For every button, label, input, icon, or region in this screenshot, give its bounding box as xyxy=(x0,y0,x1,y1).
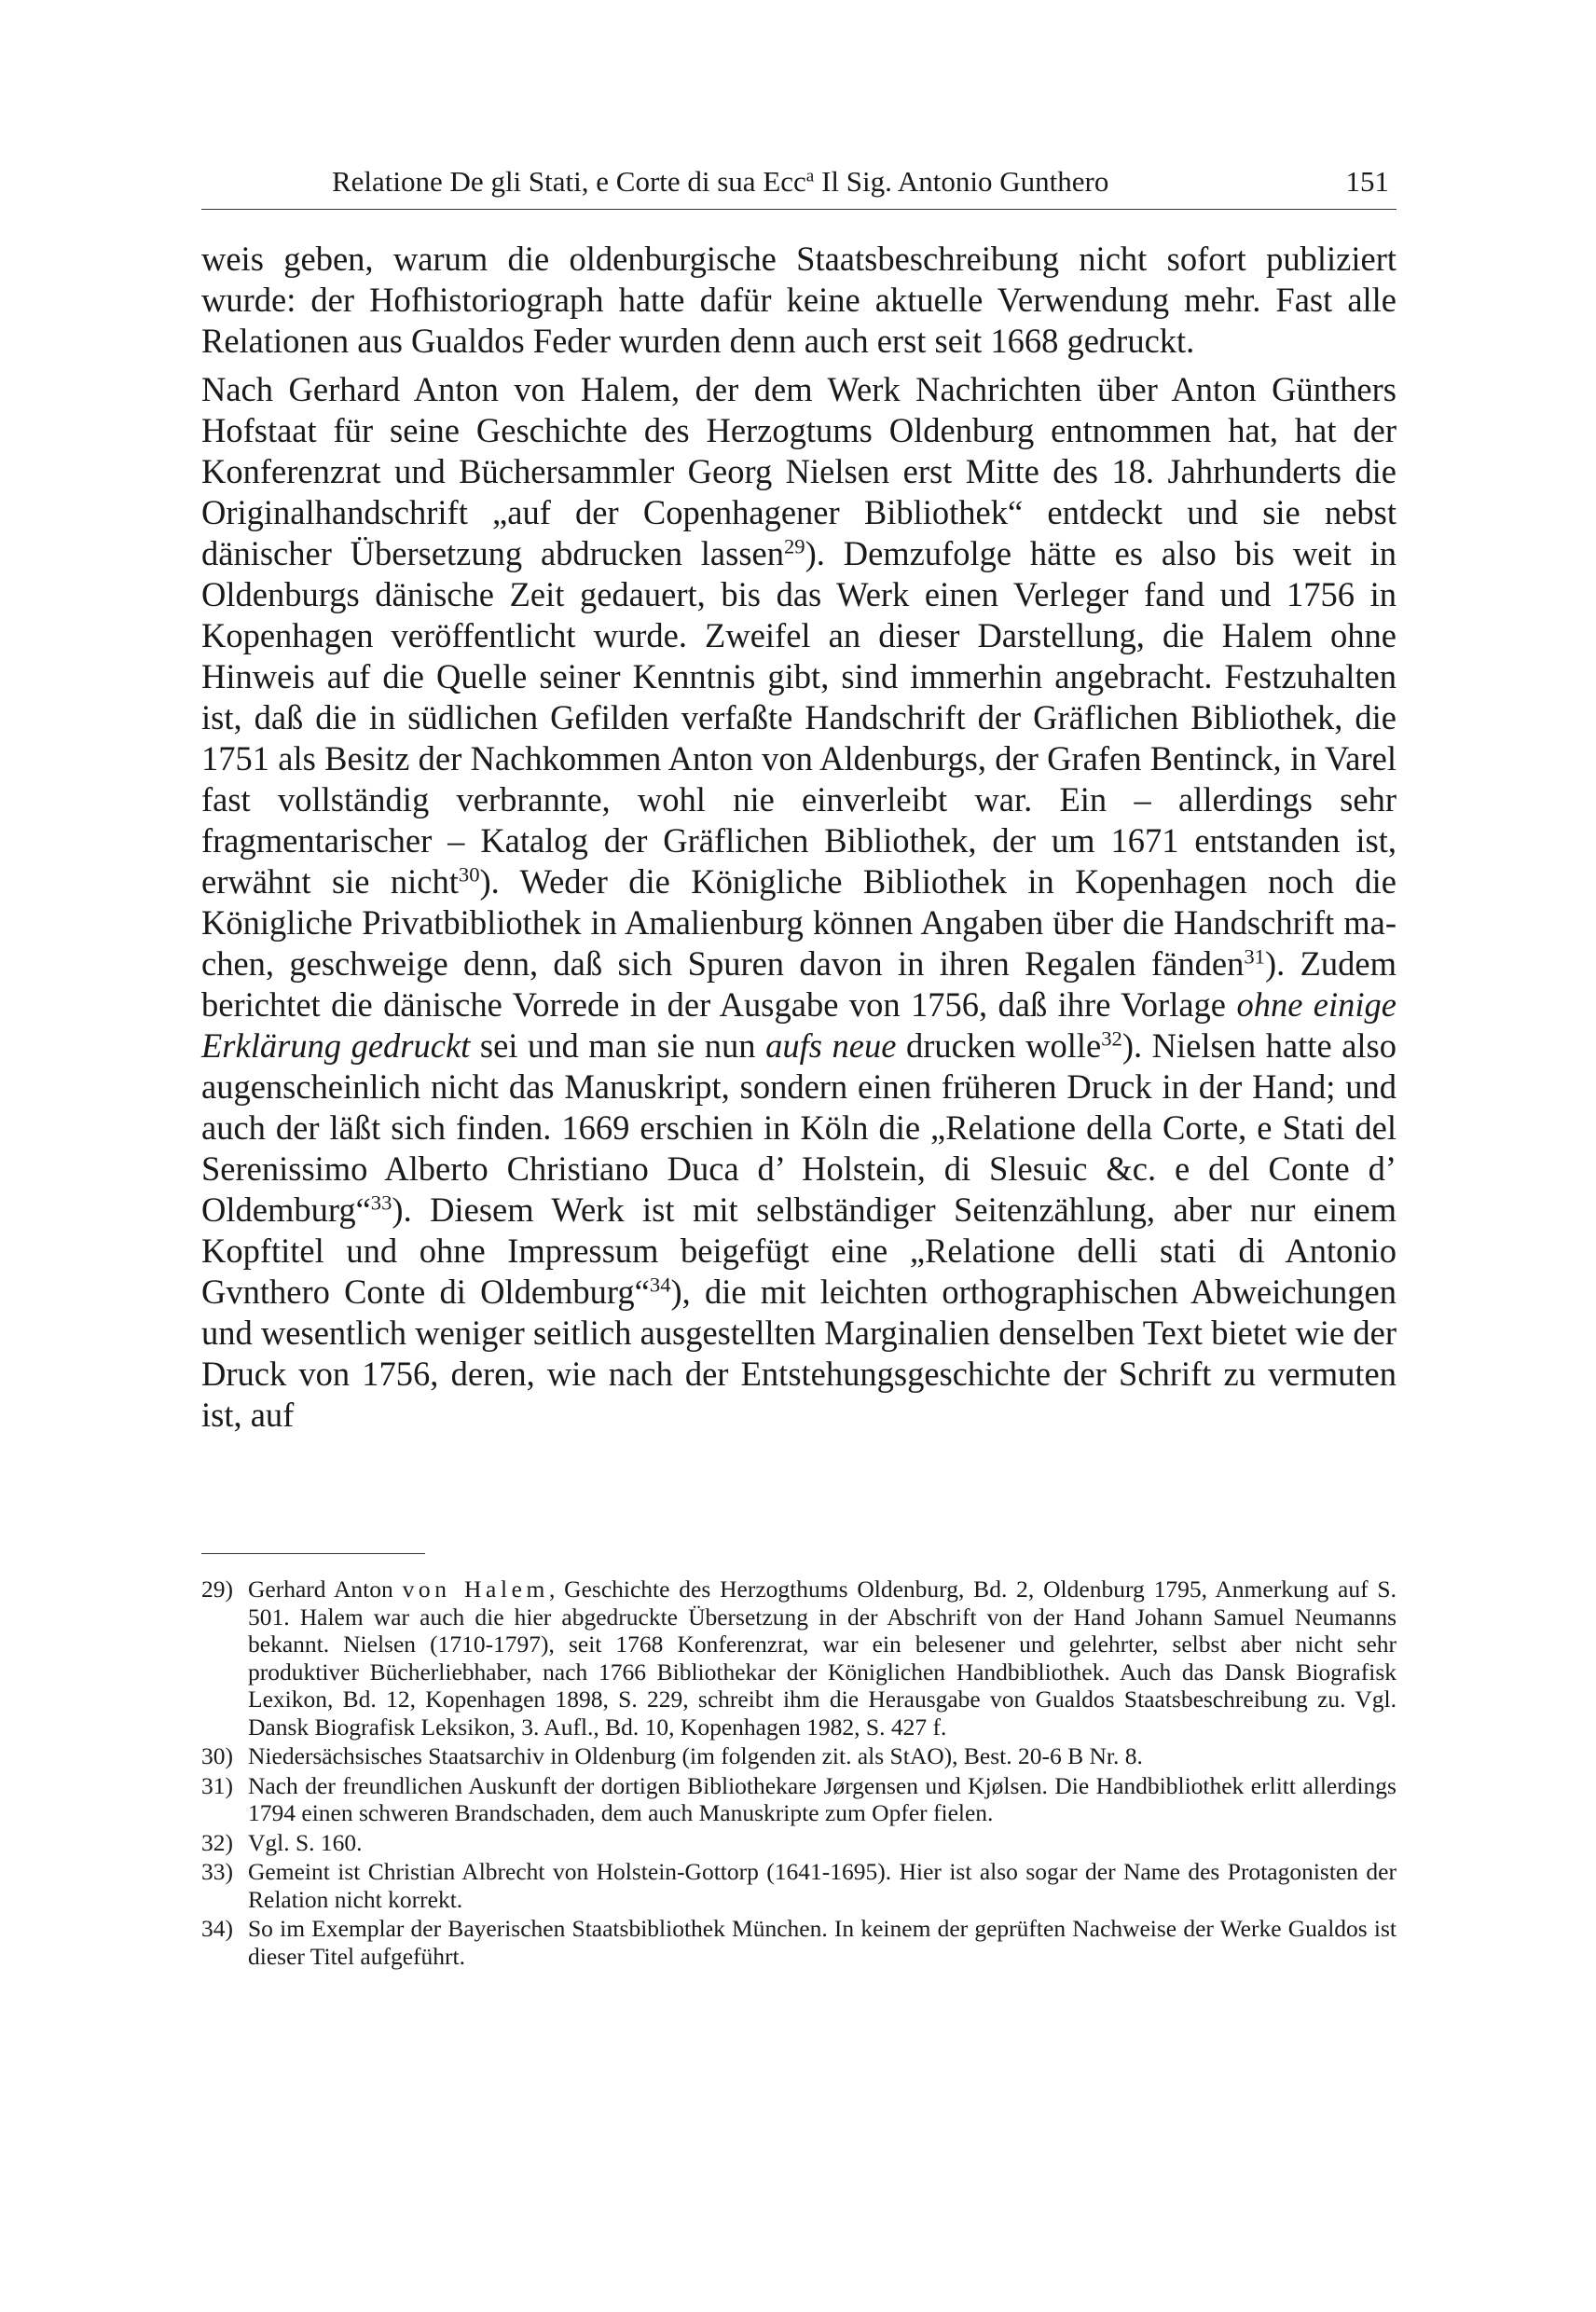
paragraph-2-part-d: ). Zudem berichtet die dänische Vorrede in der Ausgabe von 1756, daß ihre Vorlage xyxy=(201,944,1396,1024)
footnote-text: So im Exemplar der Bayerischen Staatsbibliothek München. In keinem der geprüften Nachweise der Werke Gualdos ist dieser Titel aufgeführt. xyxy=(248,1915,1396,1970)
running-header xyxy=(201,158,1396,205)
paragraph-2-part-g: ). Nielsen hatte also augenscheinlich nicht das Manuskript, sondern einen früheren Druck in der Hand; und auch der läßt sich finden. 1669 erschien in Köln die „Relatione della Corte, e Stati del Serenissimo Alberto Christiano Duca d’ Holstein, di Slesuic &c. e del Conte d’ Oldemburg“ xyxy=(201,1026,1396,1229)
footnote-marker: 32) xyxy=(201,1828,233,1856)
page-number: 151 xyxy=(1345,165,1389,198)
footnote-text: Gemeint ist Christian Albrecht von Holstein-Gottorp (1641-1695). Hier ist also sogar der Name des Protagonisten der Relation nicht korrekt. xyxy=(248,1858,1396,1913)
footnote-text-pre: Gerhard Anton xyxy=(248,1576,403,1603)
footnote-33 xyxy=(201,1858,1396,1913)
paragraph-2-part-c: ). Weder die Königliche Bibliothek in Kopenhagen noch die Königliche Privatbibliothek in Amalienburg können Angaben über die Handschrift machen, geschweige denn, daß sich Spuren davon in ihren Regalen fänden xyxy=(201,862,1396,983)
footnote-marker: 29) xyxy=(201,1576,233,1603)
running-title-end: Il Sig. Antonio Gunthero xyxy=(814,165,1109,198)
footnote-34 xyxy=(201,1915,1396,1970)
paragraph-2-part-h: ). Diesem Werk ist mit selbständiger Seitenzählung, aber nur einem Kopftitel und ohne Impressum beigefügt eine „Relatione delli stati di Antonio Gvnthero Conte di Oldemburg“ xyxy=(201,1190,1396,1311)
footnote-marker: 34) xyxy=(201,1915,233,1942)
footnote-29 xyxy=(201,1576,1396,1741)
footnote-30 xyxy=(201,1742,1396,1770)
footnote-ref-34: 34 xyxy=(649,1273,671,1297)
footnote-ref-31: 31 xyxy=(1244,944,1265,969)
footnote-ref-29: 29 xyxy=(783,534,805,558)
italic-quote-1: ohne einige Erklärung gedruckt xyxy=(201,985,1396,1065)
footnote-text: Nach der freundlichen Auskunft der dortigen Bibliothekare Jørgensen und Kjølsen. Die Handbibliothek erlitt allerdings 1794 einen schweren Brandschaden, dem auch Manuskripte zum Opfer fielen. xyxy=(248,1771,1396,1826)
footnote-marker: 31) xyxy=(201,1771,233,1799)
footnote-ref-33: 33 xyxy=(370,1190,392,1215)
paragraph-2-part-f: drucken wolle xyxy=(896,1026,1102,1065)
header-rule xyxy=(201,209,1396,210)
paragraph-2-part-b: ). Demzufolge hätte es also bis weit in Oldenburgs dänische Zeit gedauert, bis das Werk einen Verleger fand und 1756 in Kopenhagen veröffentlicht wurde. Zweifel an dieser Darstellung, die Halem ohne Hinweis auf die Quelle seiner Kenntnis gibt, sind immerhin angebracht. Festzuhalten ist, daß die in südlichen Gefilden verfaßte Handschrift der Gräflichen Bibliothek, die 1751 als Besitz der Nachkommen Anton von Aldenburgs, der Grafen Bentinck, in Varel fast vollständig verbrannte, wohl nie einverleibt war. Ein – allerdings sehr fragmentarischer – Katalog der Gräflichen Bibliothek, der um 1671 entstanden ist, erwähnt sie nicht xyxy=(201,534,1396,901)
footnotes xyxy=(201,1576,1396,1972)
running-title xyxy=(332,158,1108,205)
main-text xyxy=(201,239,1396,1436)
footnote-31 xyxy=(201,1772,1396,1827)
footnote-marker: 33) xyxy=(201,1858,233,1885)
paragraph-2-part-i: ), die mit leichten orthographischen Abweichungen und wesentlich weniger seitlich ausgestellten Marginalien denselben Text bietet wie der Druck von 1756, deren, wie nach der Entstehungsgeschichte der Schrift zu vermuten ist, auf xyxy=(201,1273,1396,1434)
footnote-ref-32: 32 xyxy=(1101,1026,1122,1051)
paragraph-1: weis geben, warum die oldenburgische Staatsbeschreibung nicht sofort publiziert wurde: der Hofhistoriograph hatte dafür keine aktuelle Verwendung mehr. Fast alle Relationen aus Gualdos Feder wurden denn auch erst seit 1668 gedruckt. xyxy=(201,240,1396,360)
paragraph-2-part-a: Nach Gerhard Anton von Halem, der dem Werk Nachrichten über Anton Günthers Hofstaat für seine Geschichte des Herzogtums Oldenburg entnommen hat, hat der Konferenzrat und Büchersammler Georg Nielsen erst Mitte des 18. Jahrhunderts die Originalhandschrift „auf der Copenhagener Bibliothek“ entdeckt und sie nebst dänischer Übersetzung abdrucken lassen xyxy=(201,370,1396,572)
footnote-32 xyxy=(201,1829,1396,1857)
running-title-superscript: a xyxy=(805,166,815,186)
footnote-marker: 30) xyxy=(201,1742,233,1769)
footnote-rule xyxy=(201,1553,425,1554)
running-title-text: Relatione De gli Stati, e Corte di sua Ecc xyxy=(332,165,806,198)
author-name-spaced: von Halem xyxy=(402,1576,549,1603)
footnote-text: , Geschichte des Herzogthums Oldenburg, Bd. 2, Oldenburg 1795, Anmerkung auf S. 501. Halem war auch die hier abgedruckte Übersetzung in der Abschrift von der Hand Johann Samuel Neumanns bekannt. Nielsen (1710-1797), seit 1768 Konferenzrat, war ein belesener und gelehrter, selbst aber nicht sehr produktiver Bücherliebhaber, nach 1766 Bibliothekar der Königlichen Handbibliothek. Auch das Dansk Biografisk Lexikon, Bd. 12, Kopenhagen 1898, S. 229, schreibt ihm die Herausgabe von Gualdos Staatsbeschreibung zu. Vgl. Dansk Biografisk Leksikon, 3. Aufl., Bd. 10, Kopenhagen 1982, S. 427 f. xyxy=(248,1576,1396,1741)
footnote-text: Vgl. S. 160. xyxy=(248,1828,363,1856)
italic-quote-2: aufs neue xyxy=(765,1026,897,1065)
footnote-ref-30: 30 xyxy=(458,862,480,887)
footnote-text: Niedersächsisches Staatsarchiv in Oldenburg (im folgenden zit. als StAO), Best. 20-6 B Nr. 8. xyxy=(248,1742,1143,1769)
paragraph-2 xyxy=(201,369,1396,1436)
paragraph-2-part-e: sei und man sie nun xyxy=(470,1026,766,1065)
